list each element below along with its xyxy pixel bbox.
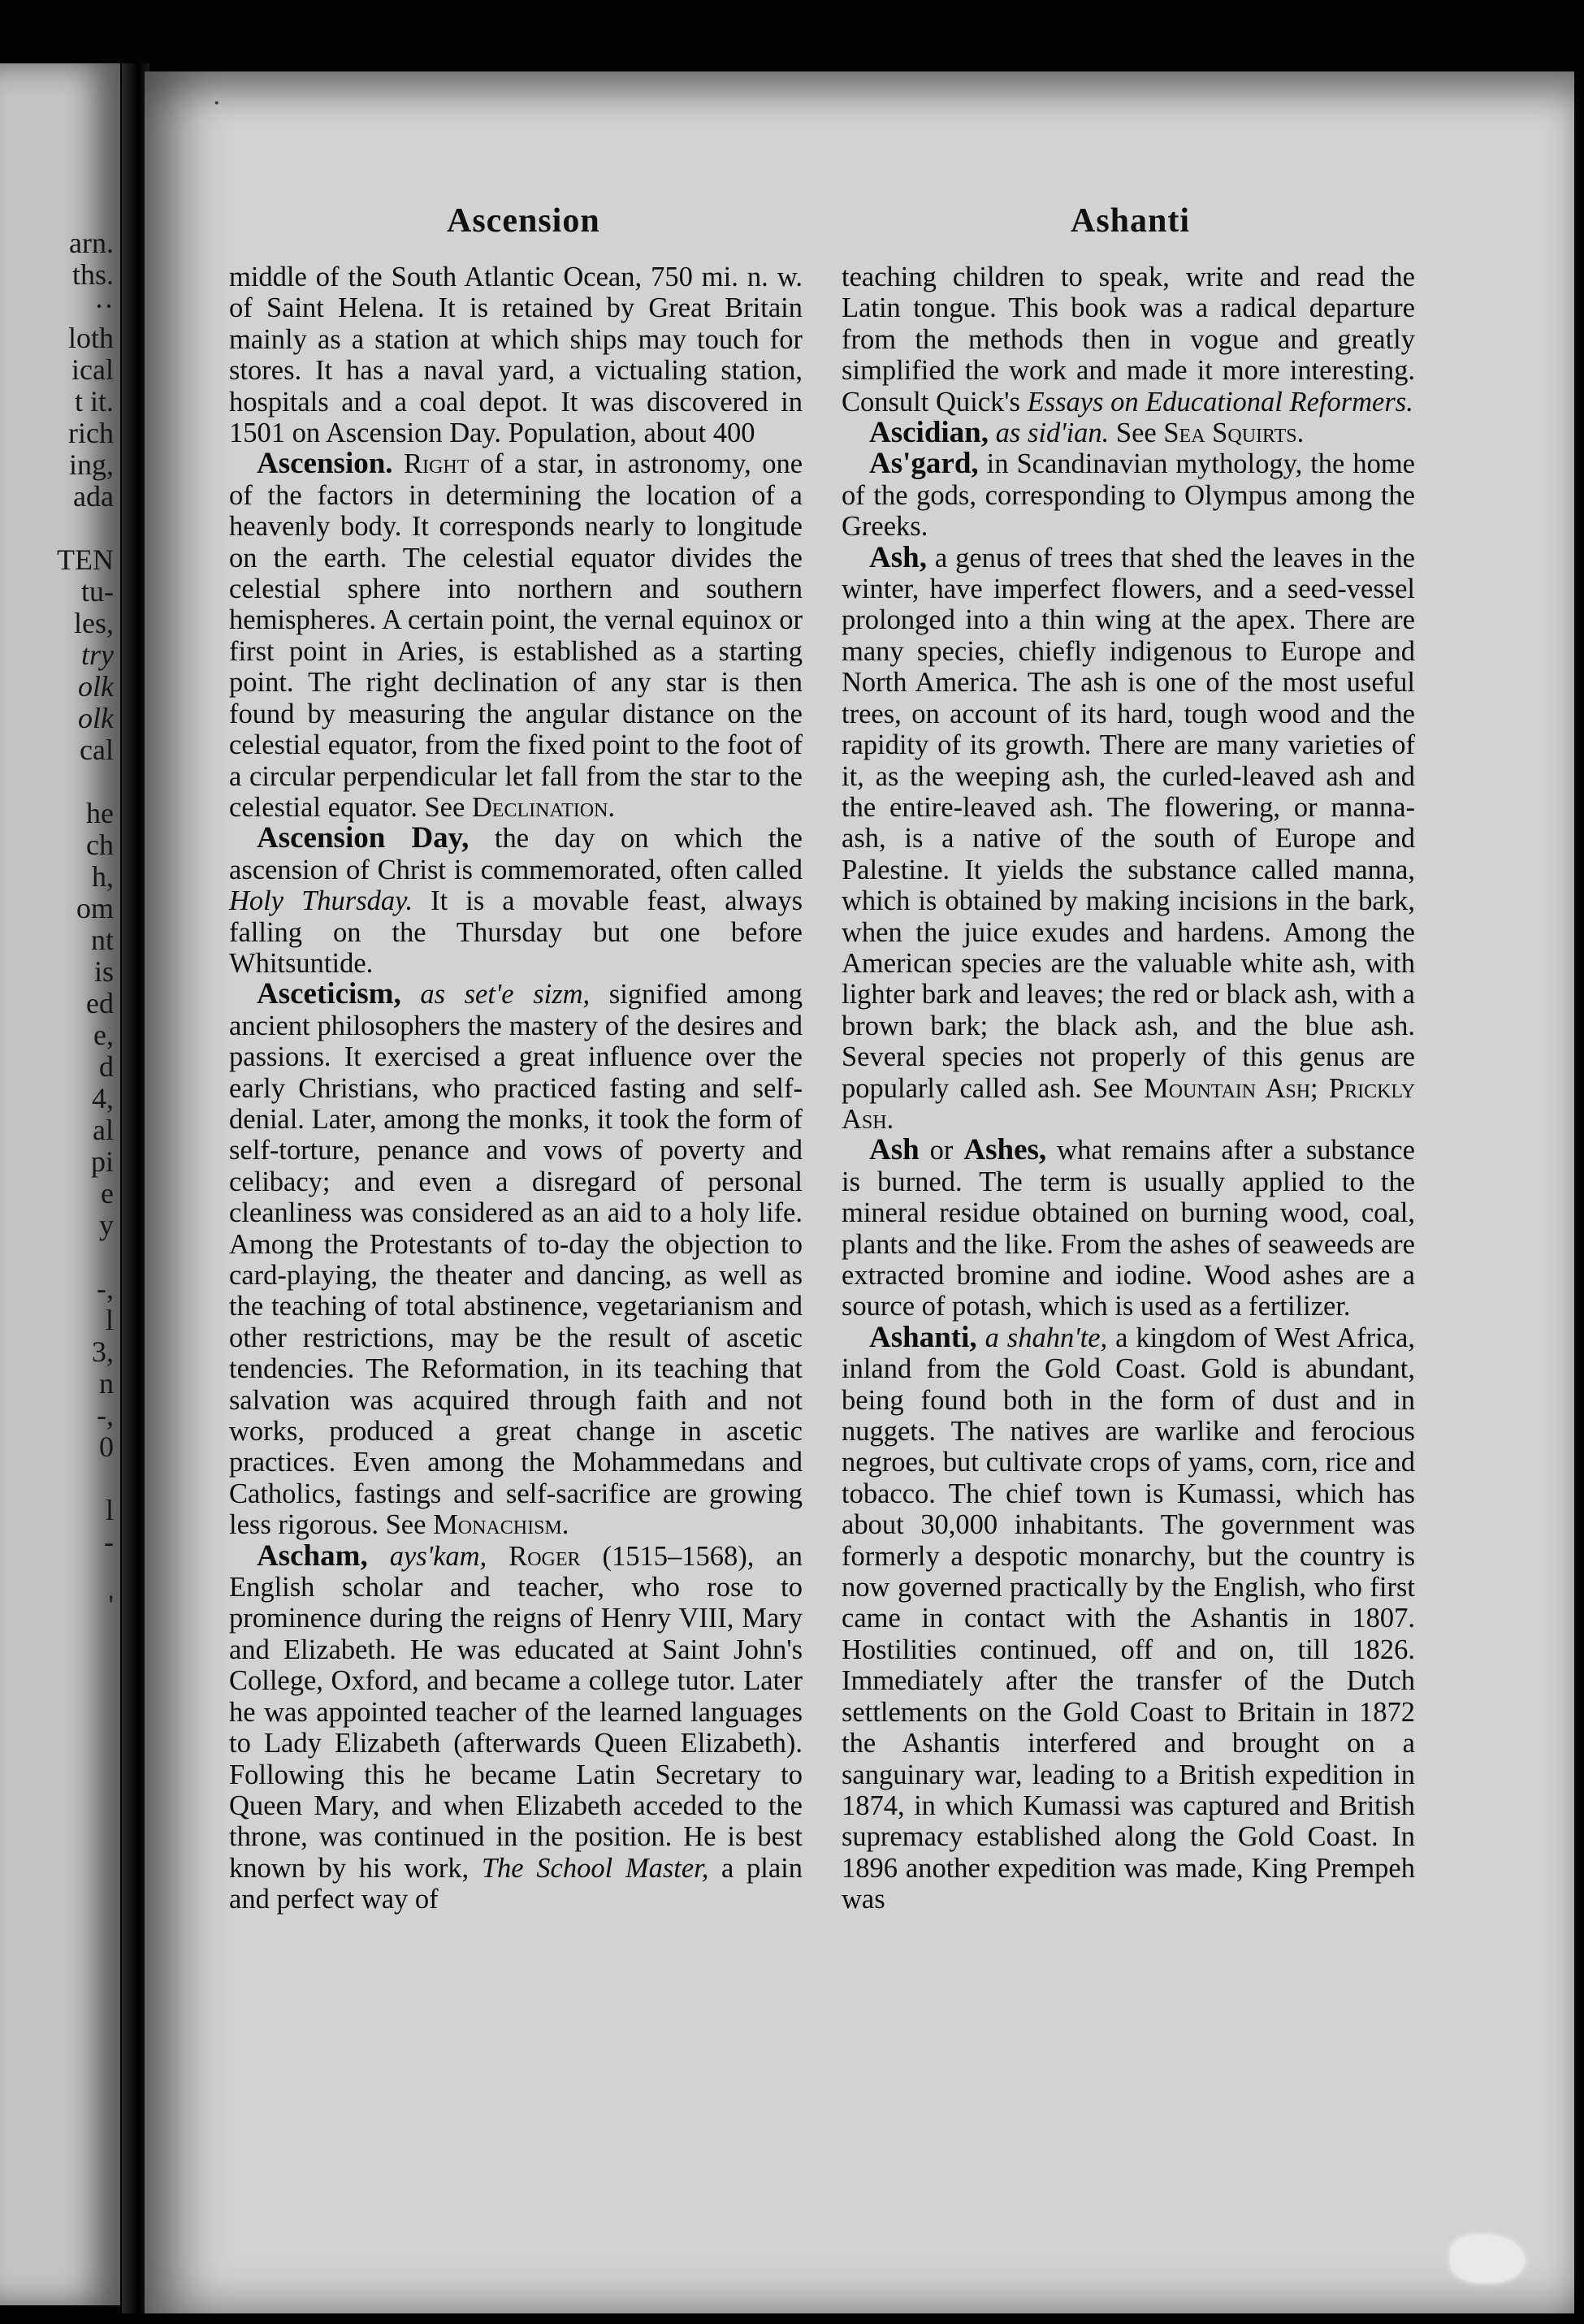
entry-ascension-day	[229, 823, 803, 979]
cross-reference: Declination.	[471, 791, 616, 823]
left-page-fragment: ths.	[71, 258, 114, 291]
left-page-fragment: 0	[99, 1430, 114, 1463]
left-page-fragment: -,	[97, 1272, 114, 1305]
pronunciation: as set'e sizm,	[400, 979, 591, 1011]
pronunciation: as sid'ian.	[989, 418, 1110, 449]
entry-text: a genus of trees that shed the leaves in the winter, have imperfect flowers, and a seed-vessel prolonged into a thin wing at the apex. There are many species, chiefly indigenous to Europe and North America. The ash is one of the most useful trees, on account of its hard, tough wood and the rapidity of its growth. There are many varieties of it, as the weeping ash, the curled-leaved ash and the entire-leaved ash. The flowering, or manna-ash, is a native of the south of Europe and Palestine. It yields the substance called manna, which is obtained by making incisions in the bark, when the juice exudes and hardens. Among the American species are the valuable white ash, with lighter bark and leaves; the red or black ash, with a brown bark; the black ash, and the blue ash. Several species not properly of this genus are popularly called ash. See	[842, 542, 1415, 1104]
entry-text: signified among ancient philosophers the mastery of the desires and passions. It exercised a great influence over the early Christians, who practiced fasting and self-denial. Later, among the monks, it took the form of self-torture, penance and vows of poverty and celibacy; and even a disregard of personal cleanliness was considered as an aid to a holy life. Among the Protestants of to-day the objection to card-playing, the theater and dancing, as well as the teaching of total abstinence, vegetarianism and other restrictions, may be the result of ascetic tendencies. The Reformation, in its teaching that salvation was acquired through faith and not works, produced a great change in ascetic practices. Even among the Mohammedans and Catholics, fastings and self-sacrifice are growing less rigorous. See	[229, 979, 803, 1541]
headword: Ash,	[869, 540, 927, 574]
running-head-right: Ashanti	[1071, 202, 1191, 240]
left-page-fragment: TEN	[57, 543, 114, 576]
left-page-fragment: al	[93, 1114, 114, 1146]
left-page-fragment: l	[105, 1304, 114, 1336]
italic-term: Holy Thursday.	[229, 885, 413, 917]
left-page-fragment: 3,	[92, 1335, 114, 1368]
left-page-fragment: try	[81, 638, 114, 671]
left-page-fragment: y	[99, 1209, 114, 1241]
entry-ashanti	[842, 1322, 1415, 1915]
page-speck: ·	[213, 89, 221, 118]
entry-text: of a star, in astronomy, one of the factors in determining the location of a heavenly body. It corresponds nearly to longitude on the earth. The celestial equator divides the celestial sphere into northern and southern hemispheres. A certain point, the vernal equinox or first point in Aries, is established as a starting point. The right declination of any star is then found by measuring the angular distance on the celestial equator, from the fixed point to the foot of a circular perpendicular let fall from the star to the celestial equator. See	[229, 448, 803, 823]
entry-ascension-right	[229, 448, 803, 823]
left-page-fragment: olk	[78, 670, 114, 703]
left-column	[229, 262, 803, 1915]
pronunciation: ays'kam,	[367, 1540, 487, 1572]
cross-reference: Mountain Ash;	[1144, 1072, 1318, 1104]
left-page-fragment: pi	[90, 1145, 114, 1178]
left-page-fragment: ch	[86, 829, 114, 861]
entry-ashes	[842, 1135, 1415, 1322]
headword: Ash	[869, 1133, 920, 1167]
italic-term: Essays on Educational Reformers.	[1027, 386, 1413, 418]
entry-text: (1515–1568), an English scholar and teacher, who rose to prominence during the reigns of Henry VIII, Mary and Elizabeth. He was educated at Saint John's College, Oxford, and became a college tutor. Later he was appointed teacher of the learned languages to Lady Elizabeth (afterwards Queen Elizabeth). Following this he became Latin Secretary to Queen Mary, and when Elizabeth acceded to the throne, was continued in the position. He is best known by his work,	[229, 1540, 803, 1884]
left-page-fragment: n	[99, 1367, 114, 1400]
entry-asgard	[842, 448, 1415, 542]
left-page-fragment: arn.	[69, 227, 114, 259]
entry-ash	[842, 540, 1416, 1136]
left-page-fragment: olk	[78, 702, 114, 734]
left-page-fragment: cal	[80, 734, 114, 766]
entry-text: or	[919, 1135, 964, 1166]
left-page-fragment: t it.	[74, 385, 114, 418]
entry-text: a kingdom of West Africa, inland from the Gold Coast. Gold is abundant, being found both in the form of dust and in nuggets. The natives are warlike and ferocious negroes, but cultivate crops of yams, corn, rice and tobacco. The chief town is Kumassi, which has about 30,000 inhabitants. The government was formerly a despotic monarchy, but the country is now governed practically by the English, who first came in contact with the Ashantis in 1807. Hostilities continued, off and on, till 1826. Immediately after the transfer of the Dutch settlements on the Gold Coast to Britain in 1872 the Ashantis interfered and brought on a sanguinary war, leading to a British expedition in 1874, in which Kumassi was captured and British supremacy established along the Gold Coast. In 1896 another expedition was made, King Prempeh was	[842, 1322, 1415, 1915]
headword-qualifier: Right	[404, 448, 470, 480]
cross-reference: Sea Squirts.	[1163, 418, 1305, 449]
left-page-fragment: om	[76, 892, 114, 924]
entry-ascidian	[842, 418, 1415, 448]
pronunciation: a shahn'te,	[976, 1322, 1108, 1353]
left-page-fragment: -,	[97, 1399, 114, 1431]
entry-text: the day on which the ascension of Christ is commemorated, often called	[229, 823, 803, 885]
left-page-fragment: is	[93, 955, 114, 988]
entry-text: what remains after a substance is burned. The term is usually applied to the mineral residue obtained on burning wood, coal, plants and the like. From the ashes of seaweeds are extracted bromine and iodine. Wood ashes are a source of potash, which is used as a fertilizer.	[842, 1135, 1415, 1322]
left-page-fragment: -	[104, 1526, 114, 1558]
right-column	[842, 262, 1415, 1915]
left-page-fragment: ical	[71, 353, 114, 386]
entry-text: teaching children to speak, write and read the Latin tongue. This book was a radical departure from the methods then in vogue and greatly simplified the work and made it more interesting. Consult Quick's	[842, 262, 1415, 418]
headword: Ashes,	[963, 1133, 1047, 1167]
entry-text: See	[1109, 418, 1164, 449]
headword: As'gard,	[869, 447, 979, 481]
left-page-fragment: ··	[94, 290, 114, 322]
left-page-fragment: 4,	[92, 1082, 114, 1114]
left-page-fragment: '	[108, 1589, 114, 1621]
headword-forename: Roger	[487, 1540, 581, 1572]
headword: Ashanti,	[869, 1320, 977, 1354]
left-page-fragment: he	[86, 797, 114, 829]
left-page-fragment: l	[105, 1494, 114, 1526]
headword: Ascidian,	[869, 416, 989, 450]
headword: Ascham,	[257, 1539, 368, 1573]
left-page-fragment: e	[101, 1177, 114, 1210]
headword: Ascension Day,	[257, 821, 470, 855]
left-page-fragment: e,	[93, 1019, 114, 1051]
headword: Asceticism,	[257, 977, 401, 1011]
headword: Ascension.	[257, 447, 393, 481]
entry-text: middle of the South Atlantic Ocean, 750 mi. n. w. of Saint Helena. It is retained by Great Britain mainly as a station at which ships may touch for stores. It has a naval yard, a victualing station, hospitals and a coal depot. It was discovered in 1501 on Ascension Day. Population, about 400	[229, 262, 803, 449]
left-page-sliver	[0, 63, 120, 2305]
left-page-fragment: nt	[90, 924, 114, 956]
italic-term: The School Master,	[481, 1852, 709, 1884]
entry-ascham	[229, 1541, 803, 1915]
left-page-fragment: ada	[73, 480, 114, 513]
left-page-fragment: ing,	[68, 448, 114, 481]
left-page-fragment: ed	[86, 987, 114, 1019]
entry-asceticism	[229, 979, 803, 1540]
left-page-fragment: d	[99, 1050, 114, 1083]
entry-text: It is a movable feast, always falling on the Thursday but one before Whitsuntide.	[229, 885, 803, 979]
left-page-fragment: les,	[74, 607, 114, 639]
entry-continuation	[229, 262, 803, 448]
left-page-fragment: loth	[67, 322, 114, 354]
cross-reference: Prickly Ash.	[842, 1072, 1416, 1135]
cross-reference: Monachism.	[433, 1509, 569, 1541]
entry-text: in Scandinavian mythology, the home of the gods, corresponding to Olympus among the Greeks.	[842, 448, 1415, 543]
running-head-left: Ascension	[447, 202, 600, 240]
left-page-fragment: h,	[92, 860, 114, 893]
entry-continuation	[842, 262, 1415, 418]
left-page-fragment: tu-	[81, 575, 114, 608]
left-page-fragment: rich	[68, 417, 114, 449]
entry-text: a plain and perfect way of	[229, 1852, 803, 1915]
